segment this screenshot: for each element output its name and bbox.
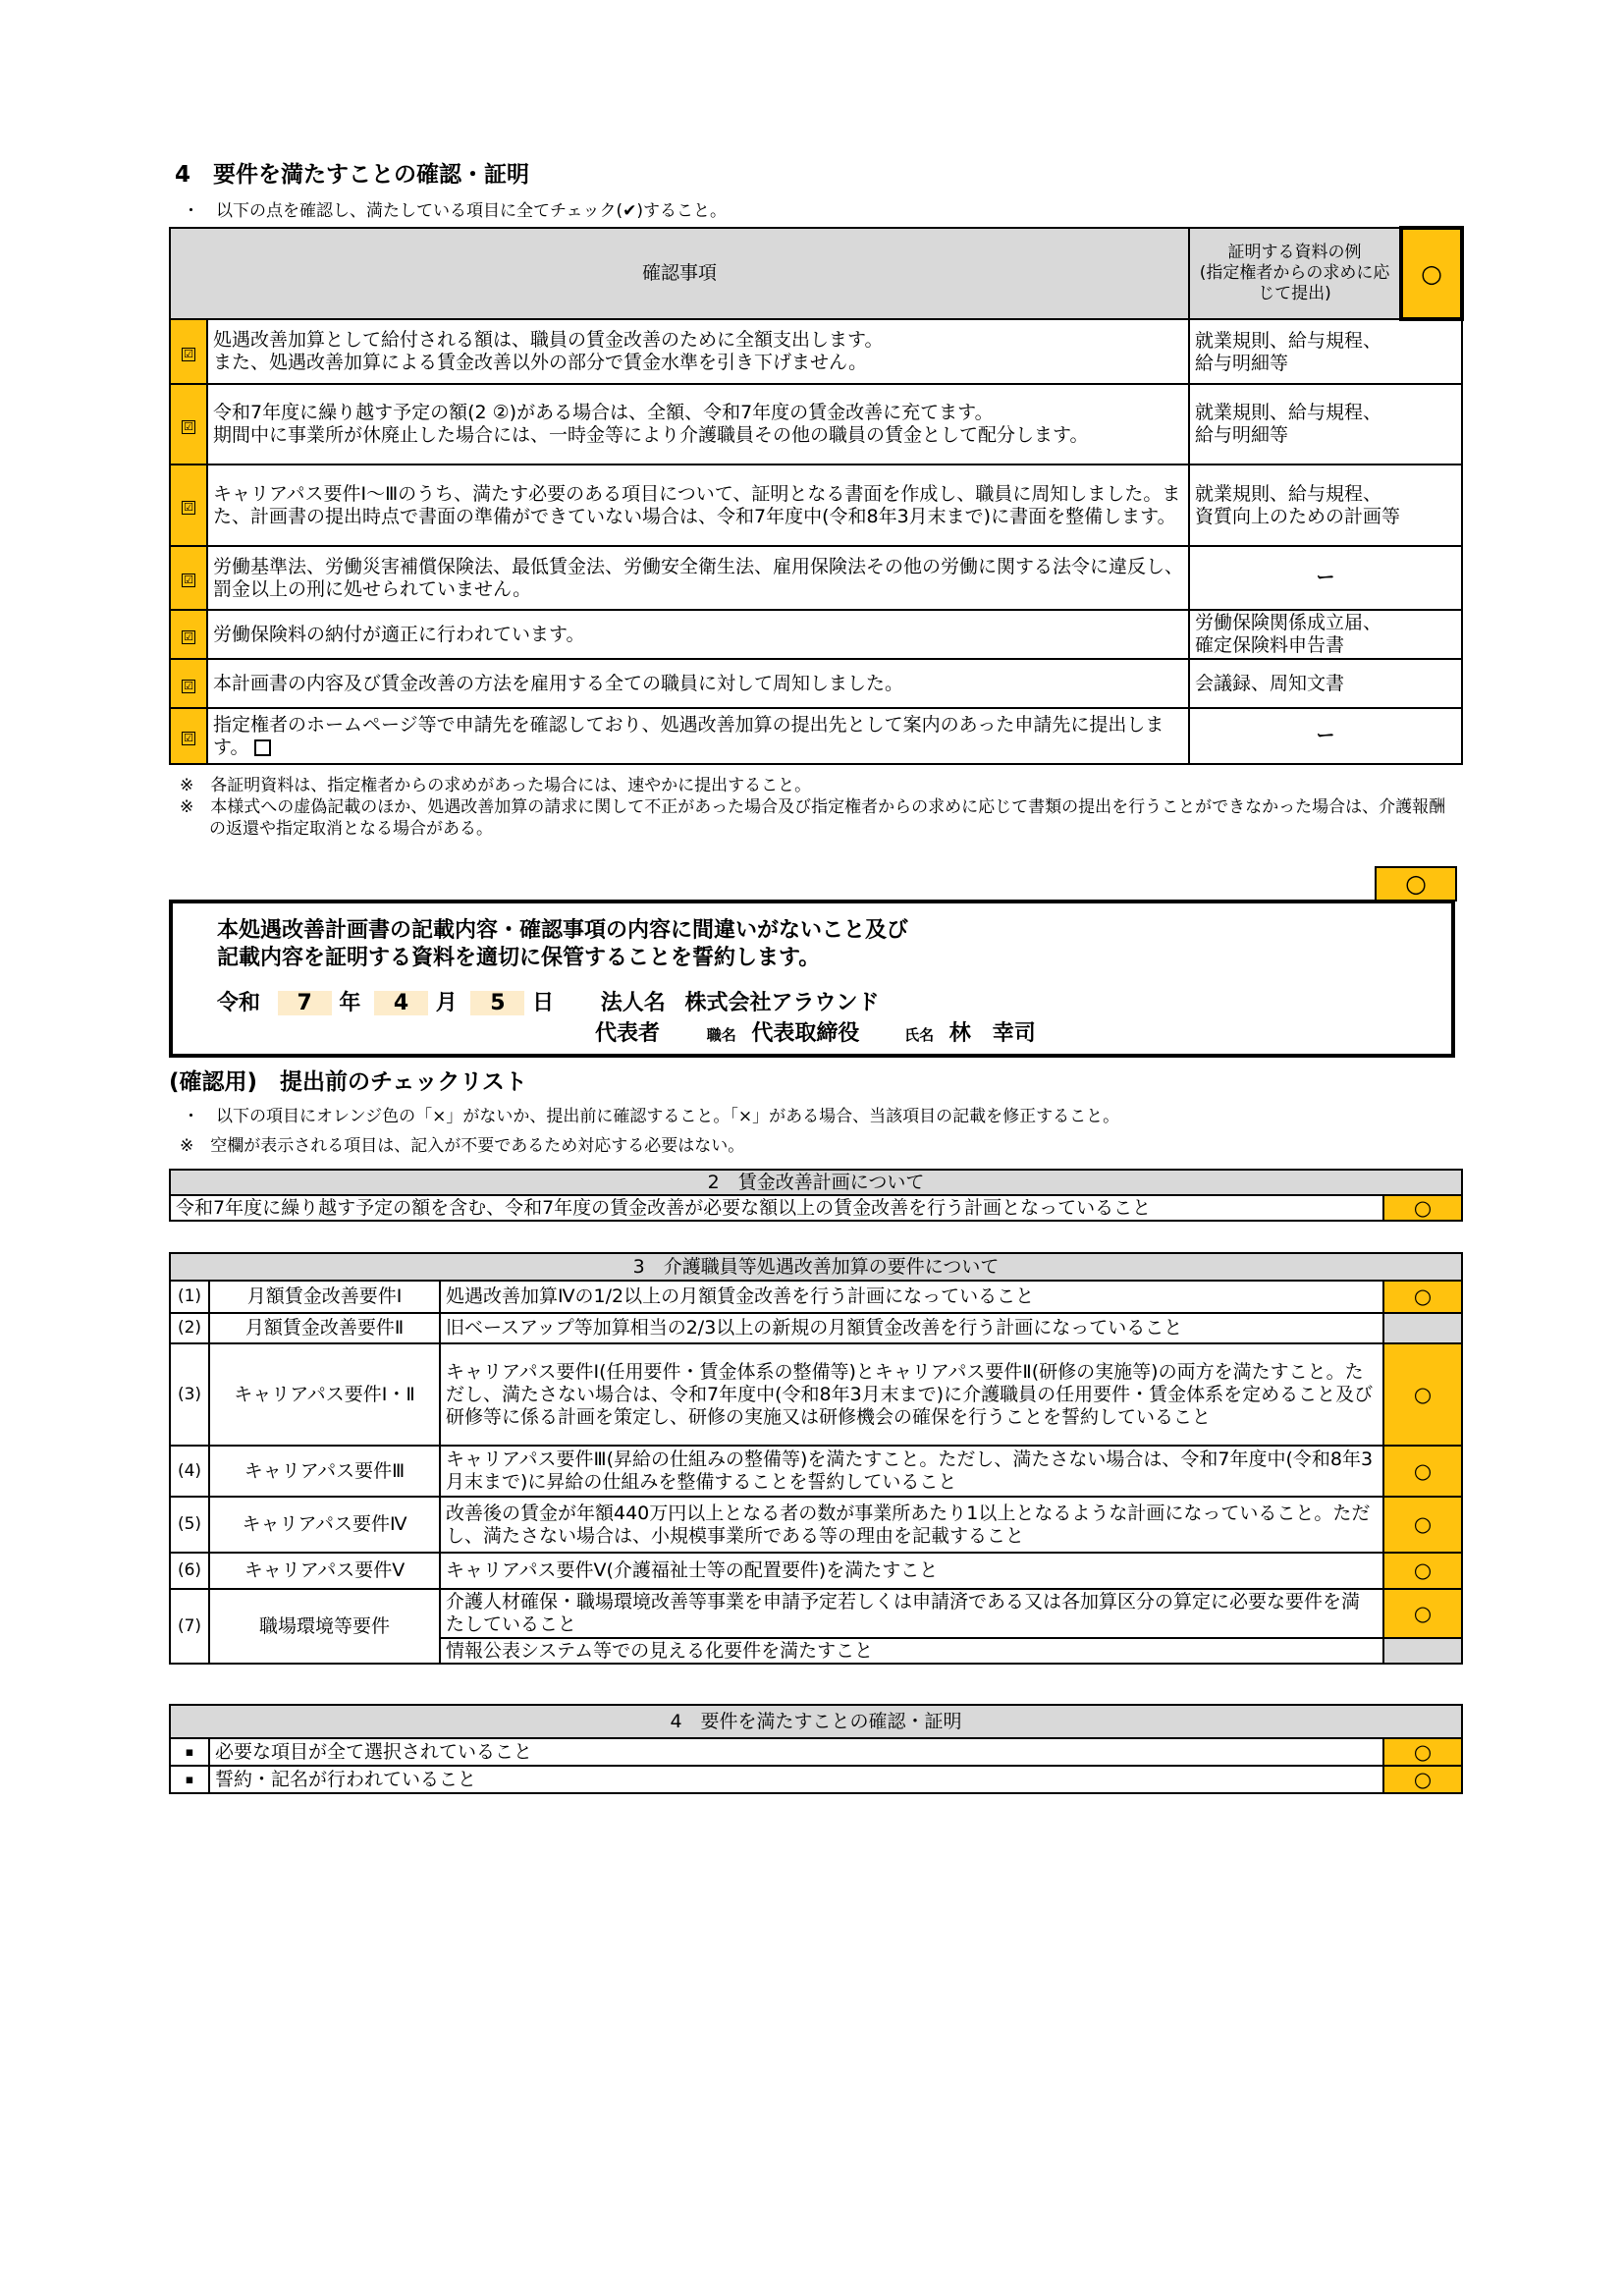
confirm-doc: 労働保険関係成立届、 確定保険料申告書 xyxy=(1189,610,1462,659)
confirm-doc: ー xyxy=(1189,708,1462,764)
req-name: キャリアパス要件Ⅴ xyxy=(209,1553,440,1589)
check-text: 誓約・記名が行われていること xyxy=(209,1766,1383,1793)
confirm-checkbox[interactable]: ☑ xyxy=(182,574,195,587)
table-row xyxy=(170,1589,1462,1638)
confirm-row xyxy=(170,384,1462,465)
req-mark: ○ xyxy=(1383,1589,1462,1638)
req-mark xyxy=(1383,1638,1462,1664)
confirm-checkbox[interactable]: ☑ xyxy=(182,630,195,644)
title-value[interactable]: 代表取締役 xyxy=(751,1021,860,1046)
table-row xyxy=(170,1281,1462,1313)
table2-text: 令和7年度に繰り越す予定の額を含む、令和7年度の賃金改善が必要な額以上の賃金改善を行う計画となっていること xyxy=(170,1195,1383,1221)
note-line: ※ 各証明資料は、指定権者からの求めがあった場合には、速やかに提出すること。 xyxy=(180,776,812,795)
year-field[interactable]: 7 xyxy=(278,991,332,1015)
req-text: キャリアパス要件Ⅴ(介護福祉士等の配置要件)を満たすこと xyxy=(440,1553,1383,1589)
confirm-row xyxy=(170,708,1462,764)
req-text: 介護人材確保・職場環境改善等事業を申請予定若しくは申請済である又は各加算区分の算定に必要な要件を満たしていること xyxy=(440,1589,1383,1638)
confirm-row xyxy=(170,465,1462,546)
header-evidence-docs: 証明する資料の例 (指定権者からの求めに応じて提出) xyxy=(1189,228,1401,319)
confirm-doc: 就業規則、給与規程、 資質向上のための計画等 xyxy=(1189,465,1462,546)
checklist-note1: ・ 以下の項目にオレンジ色の「×」がないか、提出前に確認すること。「×」がある場合、当該項目の記載を修正すること。 xyxy=(183,1107,1120,1126)
req-text: 旧ベースアップ等加算相当の2/3以上の新規の月額賃金改善を行う計画になっていること xyxy=(440,1313,1383,1343)
req-name: キャリアパス要件Ⅳ xyxy=(209,1497,440,1553)
req-no: (6) xyxy=(170,1553,209,1589)
year-label: 年 xyxy=(339,991,361,1015)
req-mark: ○ xyxy=(1383,1553,1462,1589)
check-mark: ○ xyxy=(1383,1738,1462,1766)
pledge-box xyxy=(169,900,1455,1058)
req-text: 処遇改善加算Ⅳの1/2以上の月額賃金改善を行う計画になっていること xyxy=(440,1281,1383,1313)
req-name: 月額賃金改善要件Ⅱ xyxy=(209,1313,440,1343)
confirm-doc: ー xyxy=(1189,546,1462,610)
check-text: 必要な項目が全て選択されていること xyxy=(209,1738,1383,1766)
name-value[interactable]: 林 幸司 xyxy=(948,1021,1036,1046)
req-text: 改善後の賃金が年額440万円以上となる者の数が事業所あたり1以上となるような計画になっていること。ただし、満たさない場合は、小規模事業所である等の理由を記載すること xyxy=(440,1497,1383,1553)
pledge-status-mark: ○ xyxy=(1375,866,1457,902)
confirm-doc: 会議録、周知文書 xyxy=(1189,659,1462,708)
req-no: (7) xyxy=(170,1589,209,1664)
table-row xyxy=(170,1497,1462,1553)
bullet-icon: ▪ xyxy=(170,1738,209,1766)
note-line: ※ 本様式への虚偽記載のほか、処遇改善加算の請求に関して不正があった場合及び指定権者からの求めに応じて書類の提出を行うことができなかった場合は、介護報酬の返還や指定取消となる場合がある。 xyxy=(180,797,1446,839)
title-label: 職名 xyxy=(706,1026,736,1044)
month-label: 月 xyxy=(435,991,458,1015)
confirm-checkbox[interactable]: ☑ xyxy=(182,348,195,361)
header-check-items: 確認事項 xyxy=(170,228,1189,319)
corp-label: 法人名 xyxy=(600,991,666,1015)
pledge-rep-row xyxy=(595,1016,1036,1047)
table-row xyxy=(170,1343,1462,1446)
table-row xyxy=(170,1446,1462,1497)
table3-title: 3 介護職員等処遇改善加算の要件について xyxy=(170,1253,1462,1281)
section4-note: ・ 以下の点を確認し、満たしている項目に全てチェック(✔)すること。 xyxy=(183,201,727,221)
table-row xyxy=(170,1195,1462,1221)
req-text: キャリアパス要件Ⅰ(任用要件・賃金体系の整備等)とキャリアパス要件Ⅱ(研修の実施等)の両方を満たすこと。ただし、満たさない場合は、令和7年度中(令和8年3月末まで)に介護職員の任用要件・賃金体系を定めること及び研修等に係る計画を策定し、研修の実施又は研修機会の確保を行うことを誓約していること xyxy=(440,1343,1383,1446)
pledge-line2: 記載内容を証明する資料を適切に保管することを誓約します。 xyxy=(217,946,821,970)
era-label: 令和 xyxy=(217,991,261,1015)
confirmation-table xyxy=(169,226,1464,765)
square-checkbox[interactable] xyxy=(254,739,271,756)
confirm-doc: 就業規則、給与規程、 給与明細等 xyxy=(1189,319,1462,384)
rep-label: 代表者 xyxy=(595,1021,661,1046)
table2-mark: ○ xyxy=(1383,1195,1462,1221)
section4-check-table xyxy=(169,1704,1463,1794)
req-name: キャリアパス要件Ⅰ・Ⅱ xyxy=(209,1343,440,1446)
req-mark: ○ xyxy=(1383,1446,1462,1497)
confirm-doc: 就業規則、給与規程、 給与明細等 xyxy=(1189,384,1462,465)
req-no: (4) xyxy=(170,1446,209,1497)
req-name: 月額賃金改善要件Ⅰ xyxy=(209,1281,440,1313)
day-field[interactable]: 5 xyxy=(470,991,524,1015)
req-no: (3) xyxy=(170,1343,209,1446)
req-name: キャリアパス要件Ⅲ xyxy=(209,1446,440,1497)
header-status-mark: ○ xyxy=(1401,228,1462,319)
confirm-row xyxy=(170,546,1462,610)
name-label: 氏名 xyxy=(904,1026,935,1044)
confirm-checkbox[interactable]: ☑ xyxy=(182,680,195,693)
table-row xyxy=(170,1738,1462,1766)
checklist-note2: ※ 空欄が表示される項目は、記入が不要であるため対応する必要はない。 xyxy=(180,1136,745,1156)
confirm-checkbox[interactable]: ☑ xyxy=(182,501,195,515)
table-row xyxy=(170,1766,1462,1793)
req-no: (5) xyxy=(170,1497,209,1553)
month-field[interactable]: 4 xyxy=(374,991,428,1015)
confirm-text: 令和7年度に繰り越す予定の額(2 ②)がある場合は、全額、令和7年度の賃金改善に充てます。 期間中に事業所が休廃止した場合には、一時金等により介護職員その他の職員の賃金として配分します。 xyxy=(207,384,1189,465)
table-row xyxy=(170,1553,1462,1589)
req-text: キャリアパス要件Ⅲ(昇給の仕組みの整備等)を満たすこと。ただし、満たさない場合は、令和7年度中(令和8年3月末まで)に昇給の仕組みを整備することを誓約していること xyxy=(440,1446,1383,1497)
section4-title: 4 要件を満たすことの確認・証明 xyxy=(175,162,530,188)
pledge-date-row xyxy=(217,986,879,1016)
req-no: (1) xyxy=(170,1281,209,1313)
req-no: (2) xyxy=(170,1313,209,1343)
table4-title: 4 要件を満たすことの確認・証明 xyxy=(170,1705,1462,1738)
table-row xyxy=(170,1313,1462,1343)
confirm-text: 処遇改善加算として給付される額は、職員の賃金改善のために全額支出します。 また、処遇改善加算による賃金改善以外の部分で賃金水準を引き下げません。 xyxy=(207,319,1189,384)
confirm-row xyxy=(170,659,1462,708)
req-mark: ○ xyxy=(1383,1281,1462,1313)
confirm-row xyxy=(170,610,1462,659)
confirm-row xyxy=(170,319,1462,384)
checklist-title: (確認用) 提出前のチェックリスト xyxy=(169,1069,527,1095)
req-mark: ○ xyxy=(1383,1497,1462,1553)
confirm-text: 労働保険料の納付が適正に行われています。 xyxy=(207,610,1189,659)
wage-plan-check-table xyxy=(169,1169,1463,1222)
confirm-text: 労働基準法、労働災害補償保険法、最低賃金法、労働安全衛生法、雇用保険法その他の労働に関する法令に違反し、罰金以上の刑に処せられていません。 xyxy=(207,546,1189,610)
confirm-text: 指定権者のホームページ等で申請先を確認しており、処遇改善加算の提出先として案内のあった申請先に提出します。 xyxy=(213,713,1164,758)
table2-title: 2 賃金改善計画について xyxy=(170,1170,1462,1195)
check-mark: ○ xyxy=(1383,1766,1462,1793)
bullet-icon: ▪ xyxy=(170,1766,209,1793)
confirm-text: キャリアパス要件Ⅰ〜Ⅲのうち、満たす必要のある項目について、証明となる書面を作成し、職員に周知しました。また、計画書の提出時点で書面の準備ができていない場合は、令和7年度中(令和8年3月末まで)に書面を整備します。 xyxy=(207,465,1189,546)
req-mark: ○ xyxy=(1383,1343,1462,1446)
req-name: 職場環境等要件 xyxy=(209,1589,440,1664)
day-label: 日 xyxy=(532,991,555,1015)
confirm-checkbox[interactable]: ☑ xyxy=(182,732,195,745)
section4-notes xyxy=(180,775,1456,840)
pledge-line1: 本処遇改善計画書の記載内容・確認事項の内容に間違いがないこと及び xyxy=(217,918,909,943)
requirements-check-table xyxy=(169,1252,1463,1665)
corp-name[interactable]: 株式会社アラウンド xyxy=(684,991,880,1015)
req-text: 情報公表システム等での見える化要件を満たすこと xyxy=(440,1638,1383,1664)
confirm-text: 本計画書の内容及び賃金改善の方法を雇用する全ての職員に対して周知しました。 xyxy=(207,659,1189,708)
confirm-checkbox[interactable]: ☑ xyxy=(182,420,195,434)
req-mark xyxy=(1383,1313,1462,1343)
